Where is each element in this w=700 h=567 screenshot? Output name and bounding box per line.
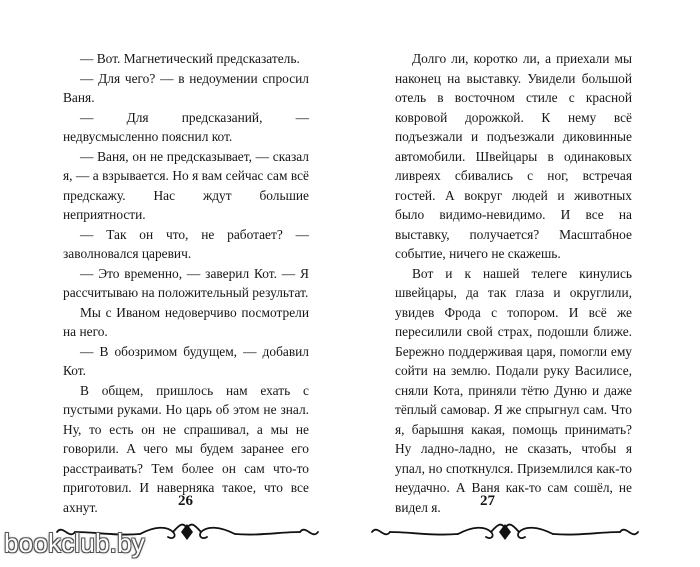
- right-page: [350, 0, 700, 567]
- watermark-text: bookclub.by: [4, 528, 145, 558]
- paragraph: — Для чего? — в недоумении спросил Ваня.: [63, 70, 309, 105]
- paragraph: — Так он что, не работает? — заволновался царевич.: [63, 226, 309, 261]
- right-page-text: [395, 49, 632, 517]
- paragraph: — Вот. Магнетический предсказатель.: [80, 51, 300, 66]
- page-number: 26: [178, 493, 193, 509]
- paragraph: — Это временно, — заверил Кот. — Я рассчитываю на положительный результат.: [63, 265, 309, 300]
- paragraph: В общем, пришлось нам ехать с пустыми руками. Но царь об этом не знал. Ну, то есть он не спрашивал, а мы не говорили. А чего мы будем заранее его расстраивать? Тем более он сам что-то приготовил. И наверняка такое, что все ахнут.: [63, 382, 309, 515]
- page-number: 27: [480, 493, 495, 509]
- left-page-text: [63, 49, 309, 517]
- paragraph: Мы с Иваном недоверчиво посмотрели на него.: [63, 304, 309, 339]
- paragraph: — Ваня, он не предсказывает, — сказал я, — а взрывается. Но я вам сейчас сам всё предскажу. Нас ждут большие неприятности.: [63, 148, 309, 222]
- ornament-divider-icon: [370, 520, 640, 544]
- paragraph: — В обозримом будущем, — добавил Кот.: [63, 343, 309, 378]
- paragraph: Вот и к нашей телеге кинулись швейцары, да так глаза и округлили, увидев Фрода с топором. И всё же пересилили свой страх, подошли ближе. Бережно поддерживая царя, помогли ему сойти на землю. Подали руку Василисе, сняли Кота, приняли тётю Дуню и даже тёплый самовар. Я же спрыгнул сам. Что я, барышня какая, помощь принимать? Ну ладно-ладно, не сказать, чтобы я упал, но споткнулся. Приземлился как-то неудачно. А Ваня как-то сам сошёл, не видел я.: [395, 265, 632, 515]
- paragraph: — Для предсказаний, — недвусмысленно пояснил кот.: [63, 109, 309, 144]
- paragraph: Долго ли, коротко ли, а приехали мы наконец на выставку. Увидели большой отель в восточном стиле с красной ковровой дорожкой. К нему всё подъезжали и подъезжали диковинные автомобили. Швейцары в одинаковых ливреях сбивались с ног, встречая гостей. А вокруг людей и животных было видимо-невидимо. И все на выставку, получается? Масштабное событие, ничего не скажешь.: [395, 51, 632, 261]
